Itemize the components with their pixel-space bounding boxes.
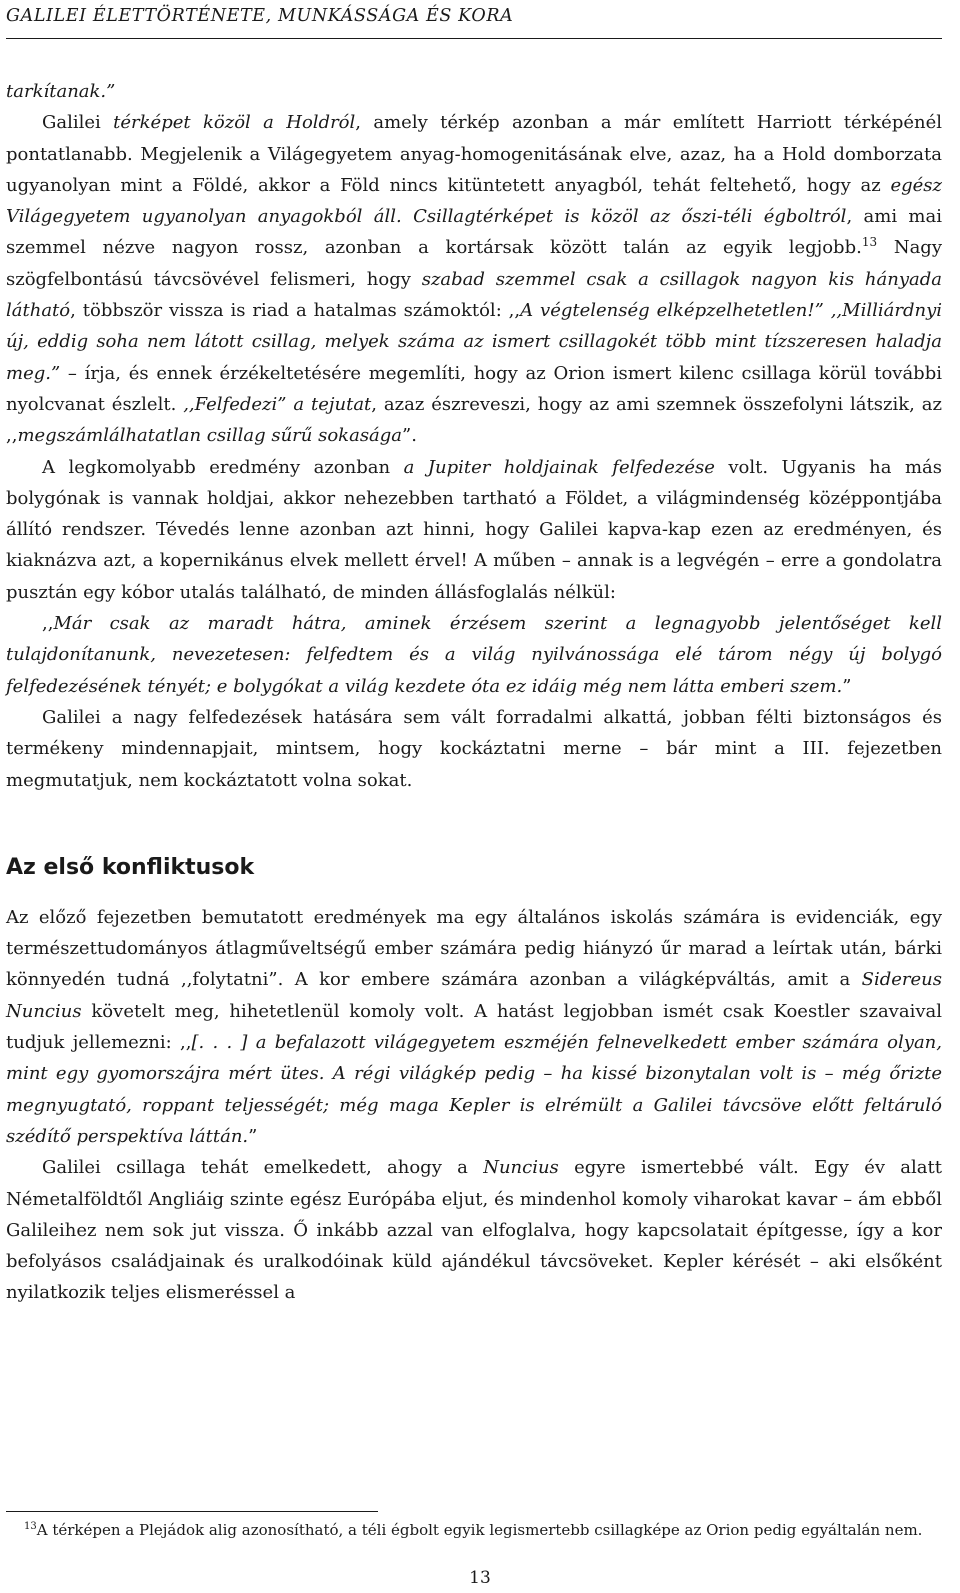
paragraph-continuation — [6, 76, 942, 107]
body-text — [6, 76, 942, 1309]
italic-text: A végtelenség elképzelhetetlen!” ,,Milliárdnyi új, eddig soha nem látott csillag, melyek száma az ismert csillagokét több mint tízszeresen haladja meg.” — [6, 300, 942, 384]
text-run: követelt meg, hihetetlenül komoly volt. A hatást legjobban ismét csak Koestler szavaival tudjuk jellemezni: ,, — [6, 1000, 942, 1054]
footnote — [6, 1518, 942, 1542]
italic-text: a Jupiter holdjainak felfedezése — [403, 456, 715, 478]
text-run: Galilei csillaga tehát emelkedett, ahogy a — [42, 1157, 484, 1179]
text-run: ” — [842, 675, 852, 697]
italic-text: szabad szemmel csak a csillagok nagyon kis hányada látható — [6, 268, 942, 322]
paragraph-moon-map — [6, 107, 942, 451]
italic-text: Már csak az maradt hátra, aminek érzésem szerint a legnagyobb jelentőséget kell tulajdonítanunk, nevezetesen: felfedtem és a világ nyilvánossága elé tárom négy új bolygó felfedezésének tényét; e bolygókat a világ kezdete óta ez idáig még nem látta emberi szem. — [6, 613, 942, 697]
running-head: GALILEI ÉLETTÖRTÉNETE, MUNKÁSSÁGA ÉS KORA — [6, 6, 514, 26]
text-run: , ami mai szemmel nézve nagyon rossz, azonban a kortársak között talán az egyik legjobb. — [6, 206, 942, 259]
text-run: volt. Ugyanis ha más bolygónak is vannak holdjai, akkor nehezebben tartható a Földet, a világmindenség középpontjába állító rendszer. Tévedés lenne azonban azt hinni, hogy Galilei kapva-kap ezen az eredményen, és kiaknázva azt, a kopernikánus elvek mellett érvel! A műben – annak is a legvégén – erre a gondolatra pusztán egy kóbor utalás található, de minden állásfoglalás nélkül: — [6, 456, 942, 603]
text-run: Az előző fejezetben bemutatott eredmények ma egy általános iskolás számára is evidenciák, egy természettudományos átlagműveltségű ember számára pedig hiányzó űr marad a leírtak után, bárki könnyedén tudná ,,folytatni”. A kor embere számára azonban a világképváltás, amit a — [6, 906, 942, 991]
italic-text: megszámlálhatatlan csillag sűrű sokasága — [17, 425, 403, 447]
text-run: ”. — [402, 425, 417, 447]
page-number: 13 — [469, 1568, 491, 1588]
header-rule — [6, 38, 942, 39]
text-run: Nagy szögfelbontású távcsövével felismeri, hogy — [6, 237, 942, 290]
section-heading: Az első konfliktusok — [6, 854, 255, 880]
text-run: Galilei — [42, 112, 114, 134]
text-run: ,, — [42, 613, 54, 635]
paragraph-first-conflicts — [6, 902, 942, 1152]
italic-text: egész Világegyetem ugyanolyan anyagokból áll. Csillagtérképet is közöl az őszi-téli égboltról — [6, 174, 942, 228]
footnote-text: A térképen a Plejádok alig azonosítható, a téli égbolt egyik legismertebb csillagképe az Orion pedig egyáltalán nem. — [36, 1521, 923, 1539]
italic-text: ,,Felfedezi” a tejutat — [183, 393, 372, 415]
text-run: , azaz észreveszi, hogy az ami szemnek összefolyni látszik, az ,, — [6, 393, 942, 447]
footnote-rule — [6, 1511, 378, 1512]
italic-text: tarkítanak.” — [6, 81, 116, 102]
italic-text: [. . . ] a befalazott világegyetem eszméjén felnevelkedett ember számára olyan, mint egy gyomorszájra mért ütes. A régi világkép pedig – ha kissé bizonytalan volt is – még őrizte megnyugtató, roppant teljességét; még maga Kepler is elrémült a Galilei távcsöve előtt feltáruló szédítő perspektíva láttán. — [6, 1032, 942, 1147]
paragraph-jupiter-moons — [6, 452, 942, 608]
text-run: egyre ismertebbé vált. Egy év alatt Németalföldtől Angliáig szinte egész Európába eljut, és mindenhol komoly viharokat kavar – ám ebből Galileihez nem sok jut vissza. Ő inkább azzal van elfoglalva, hogy kapcsolatait építgesse, így a kor befolyásos családjainak és uralkodóinak küld ajándékul távcsöveket. Kepler kérését – aki elsőként nyilatkozik teljes elismeréssel a — [6, 1157, 942, 1304]
paragraph-not-revolutionary: Galilei a nagy felfedezések hatására sem vált forradalmi alkattá, jobban félti biztonságos és termékeny mindennapjait, mintsem, hogy kockáztatni merne – bár mint a III. fejezetben megmutatjuk, nem kockáztatott volna sokat. — [6, 706, 942, 791]
italic-text: térképet közöl a Holdról — [113, 112, 356, 134]
text-run: ” — [248, 1125, 258, 1147]
text-run: – írja, és ennek érzékeltetésére megemlíti, hogy az Orion ismert kilenc csillaga körül további nyolcvanat észlelt. — [6, 362, 942, 415]
paragraph-quote — [6, 608, 942, 702]
text-run: , amely térkép azonban a már említett Harriott térképénél pontatlanabb. Megjelenik a Világegyetem anyag-homogenitásának elve, azaz, ha a Hold domborzata ugyanolyan mint a Földé, akkor a Föld nincs kitüntetett anyagból, tehát feltehető, hogy az — [6, 112, 943, 196]
text-run: A legkomolyabb eredmény azonban — [42, 456, 404, 478]
italic-text: Sidereus Nuncius — [6, 969, 942, 1022]
text-run: , többször vissza is riad a hatalmas számoktól: ,, — [70, 300, 521, 322]
paragraph-galilei-star — [6, 1152, 942, 1308]
footnote-mark: 13 — [24, 1521, 37, 1532]
footnote-ref[interactable]: 13 — [861, 235, 878, 250]
italic-text: Nuncius — [483, 1157, 559, 1179]
